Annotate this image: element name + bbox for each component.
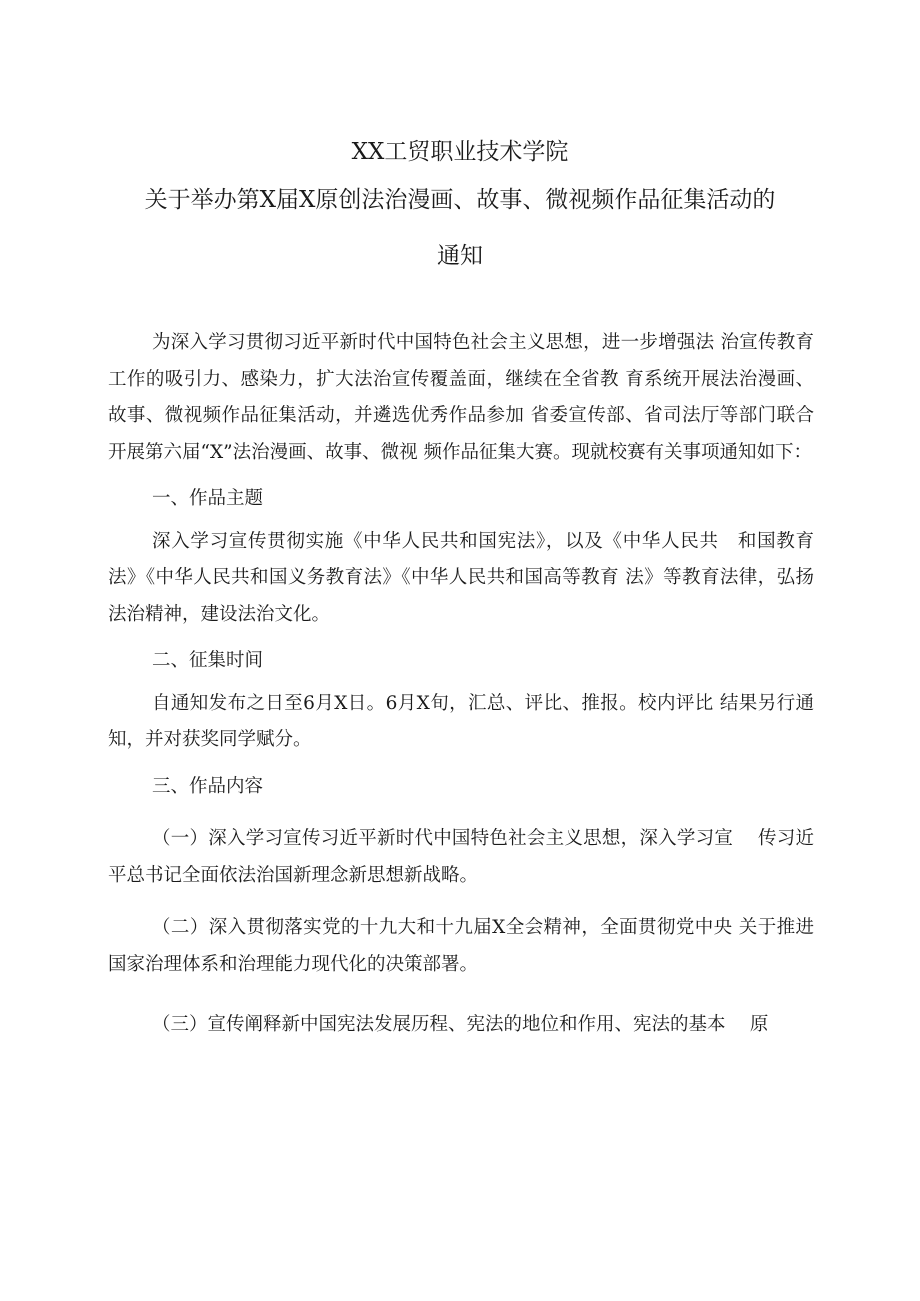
document-body	[108, 325, 814, 1044]
section-heading-content: 三、作品内容	[152, 775, 264, 797]
intro-paragraph: 为深入学习贯彻习近平新时代中国特色社会主义思想，进一步增强法 治宣传教育工作的吸引力、感染力，扩大法治宣传覆盖面，继续在全省教 育系统开展法治漫画、故事、微视频作品征集活动，并遴选优秀作品参加 省委宣传部、省司法厅等部门联合开展第六届“X”法治漫画、故事、微视 频作品征集大赛。现就校赛有关事项通知如下：	[108, 332, 814, 463]
section-heading-time: 二、征集时间	[152, 650, 264, 671]
section-text-time: 自通知发布之日至6月X日。6月X旬，汇总、评比、推报。校内评比 结果另行通知，并对获奖同学赋分。	[108, 692, 814, 750]
content-item-3: （三）宣传阐释新中国宪法发展历程、宪法的地位和作用、宪法的基本 原	[152, 1014, 769, 1035]
document-title	[100, 128, 820, 280]
section-text-theme: 深入学习宣传贯彻实施《中华人民共和国宪法》，以及《中华人民共 和国教育法》《中华人民共和国义务教育法》《中华人民共和国高等教育 法》等教育法律，弘扬法治精神，建设法治文化。	[108, 530, 814, 625]
title-line-subject: 关于举办第X届X原创法治漫画、故事、微视频作品征集活动的	[144, 187, 776, 213]
section-heading-theme: 一、作品主题	[152, 488, 264, 509]
content-item-1: （一）深入学习宣传习近平新时代中国特色社会主义思想，深入学习宣 传习近平总书记全面依法治国新理念新思想新战略。	[108, 828, 814, 886]
title-line-notice: 通知	[437, 243, 483, 269]
title-line-institution: XX工贸职业技术学院	[351, 139, 569, 165]
content-item-2: （二）深入贯彻落实党的十九大和十九届X全会精神，全面贯彻党中央 关于推进国家治理体系和治理能力现代化的决策部署。	[108, 917, 814, 975]
